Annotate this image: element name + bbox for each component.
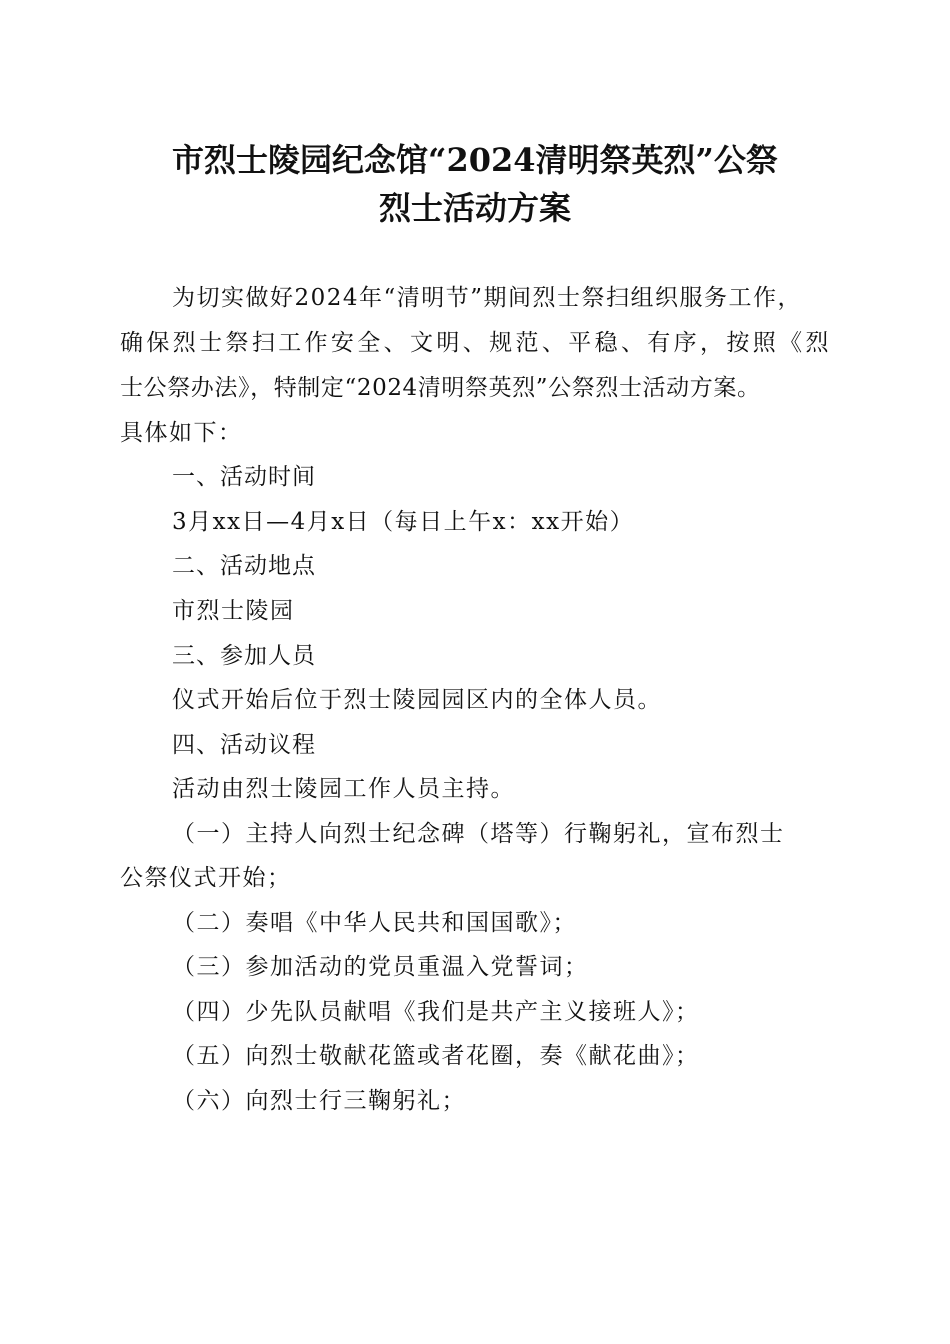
intro-line-2: 确保烈士祭扫工作安全、文明、规范、平稳、有序，按照《烈	[120, 330, 830, 356]
intro-line-1: 为切实做好2024年“清明节”期间烈士祭扫组织服务工作，	[172, 285, 803, 311]
agenda-item-3: （三）参加活动的党员重温入党誓词；	[172, 954, 589, 980]
section-content-people: 仪式开始后位于烈士陵园园区内的全体人员。	[172, 687, 662, 713]
agenda-item-5: （五）向烈士敬献花篮或者花圈，奏《献花曲》；	[172, 1043, 700, 1069]
section-content-time: 3月xx日—4月x日（每日上午x：xx开始）	[172, 509, 635, 535]
section-content-place: 市烈士陵园	[172, 598, 295, 624]
agenda-item-6: （六）向烈士行三鞠躬礼；	[172, 1088, 466, 1114]
agenda-item-1-line-1: （一）主持人向烈士纪念碑（塔等）行鞠躬礼，宣布烈士	[172, 821, 785, 847]
section-content-agenda: 活动由烈士陵园工作人员主持。	[172, 776, 515, 802]
section-heading-people: 三、参加人员	[172, 643, 316, 669]
agenda-item-4: （四）少先队员献唱《我们是共产主义接班人》；	[172, 999, 700, 1025]
agenda-item-1-line-2: 公祭仪式开始；	[120, 865, 292, 891]
section-heading-time: 一、活动时间	[172, 464, 316, 490]
intro-line-3: 士公祭办法》，特制定“2024清明祭英烈”公祭烈士活动方案。	[120, 375, 761, 401]
document-title-line-1: 市烈士陵园纪念馆“2024清明祭英烈”公祭	[172, 141, 778, 179]
section-heading-agenda: 四、活动议程	[172, 732, 316, 758]
document-title-line-2: 烈士活动方案	[378, 189, 571, 227]
intro-line-4: 具体如下：	[120, 420, 243, 446]
agenda-item-2: （二）奏唱《中华人民共和国国歌》；	[172, 910, 577, 936]
section-heading-place: 二、活动地点	[172, 553, 316, 579]
